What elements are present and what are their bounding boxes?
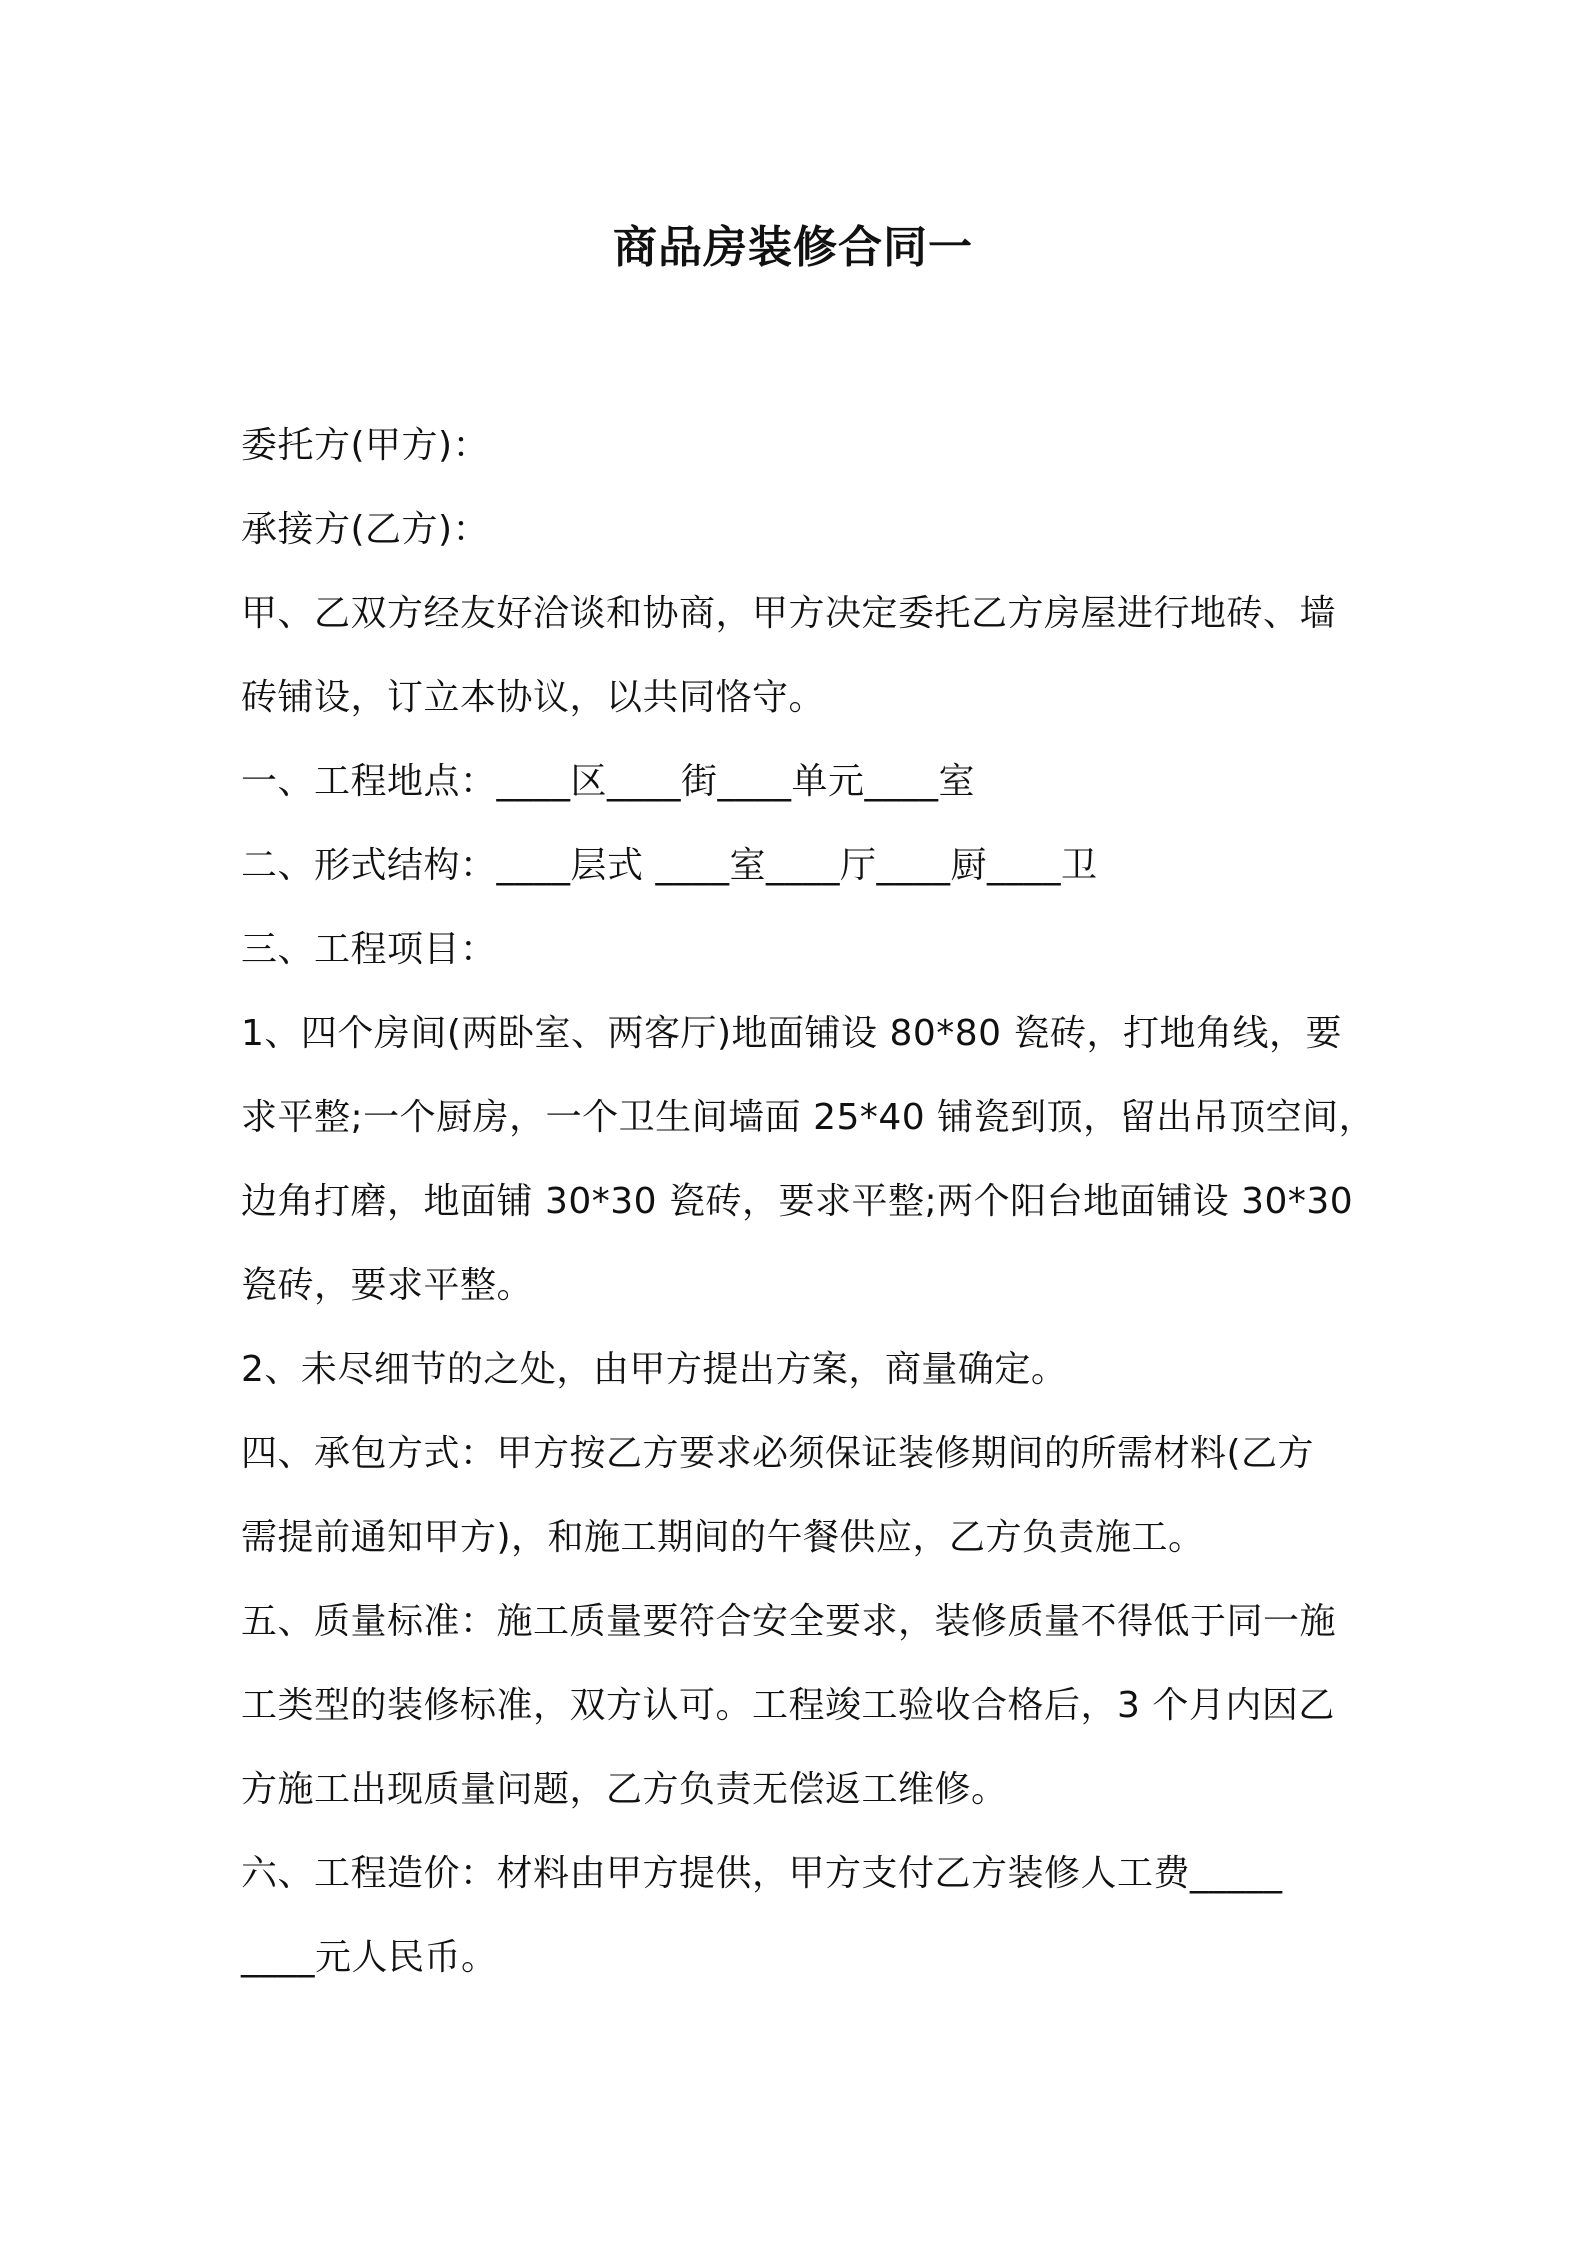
clause-structure: 二、形式结构：____层式 ____室____厅____厨____卫	[241, 845, 1098, 886]
clause-cost-line-1: 六、工程造价：材料由甲方提供，甲方支付乙方装修人工费_____	[241, 1853, 1283, 1894]
document-title: 商品房装修合同一	[613, 222, 973, 273]
preamble-line-1: 甲、乙双方经友好洽谈和协商，甲方决定委托乙方房屋进行地砖、墙	[241, 593, 1337, 634]
project-item-1-line-3: 边角打磨，地面铺 30*30 瓷砖，要求平整;两个阳台地面铺设 30*30	[241, 1181, 1354, 1222]
document-body	[241, 404, 1376, 2000]
party-b-line: 承接方(乙方)：	[241, 509, 490, 550]
clause-location: 一、工程地点：____区____街____单元____室	[241, 761, 976, 802]
clause-quality-line-2: 工类型的装修标准，双方认可。工程竣工验收合格后，3 个月内因乙	[241, 1685, 1335, 1726]
preamble-line-2: 砖铺设，订立本协议，以共同恪守。	[241, 677, 826, 718]
project-item-1-line-4: 瓷砖，要求平整。	[241, 1265, 534, 1306]
project-item-1-line-1: 1、四个房间(两卧室、两客厅)地面铺设 80*80 瓷砖，打地角线，要	[241, 1013, 1342, 1054]
clause-quality-line-3: 方施工出现质量问题，乙方负责无偿返工维修。	[241, 1769, 1008, 1810]
clause-quality-line-1: 五、质量标准：施工质量要符合安全要求，装修质量不得低于同一施	[241, 1601, 1337, 1642]
project-item-2: 2、未尽细节的之处，由甲方提出方案，商量确定。	[241, 1349, 1068, 1390]
party-a-line: 委托方(甲方)：	[241, 425, 490, 466]
clause-contracting-line-1: 四、承包方式：甲方按乙方要求必须保证装修期间的所需材料(乙方	[241, 1433, 1315, 1474]
clause-project-heading: 三、工程项目：	[241, 929, 497, 970]
project-item-1-line-2: 求平整;一个厨房，一个卫生间墙面 25*40 铺瓷到顶，留出吊顶空间，	[241, 1097, 1376, 1138]
clause-cost-line-2: ____元人民币。	[241, 1937, 498, 1978]
clause-contracting-line-2: 需提前通知甲方)，和施工期间的午餐供应，乙方负责施工。	[241, 1517, 1205, 1558]
